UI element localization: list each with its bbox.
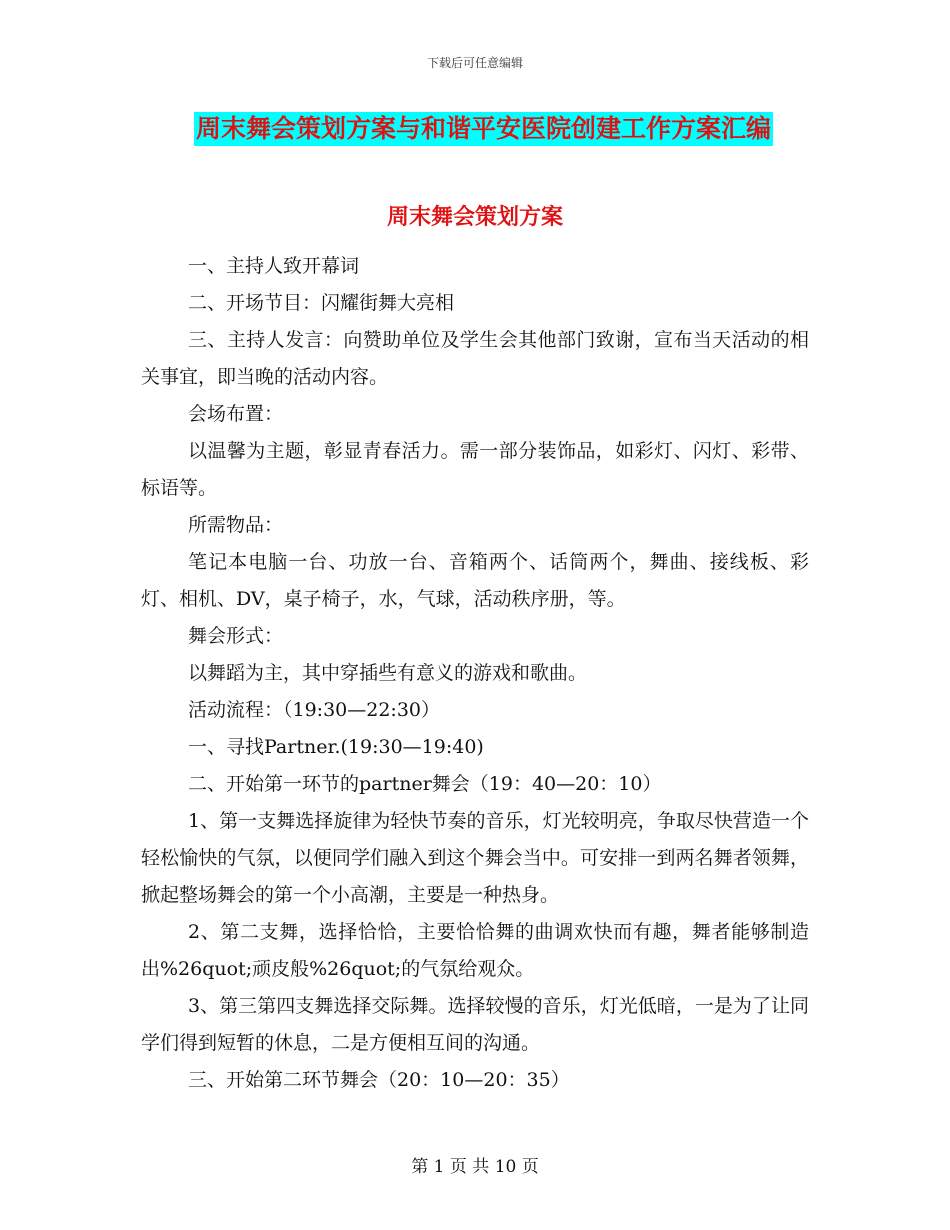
paragraph: 会场布置：	[188, 403, 284, 425]
header-note: 下载后可任意编辑	[426, 56, 523, 70]
paragraph: 1、第一支舞选择旋律为轻快节奏的音乐，灯光较明亮，争取尽快营造一个轻松愉快的气氛，以便同学们融入到这个舞会当中。可安排一到两名舞者领舞，掀起整场舞会的第一个小高潮，主要是一种热身。	[141, 810, 809, 906]
paragraph: 以温馨为主题，彰显青春活力。需一部分装饰品，如彩灯、闪灯、彩带、标语等。	[141, 440, 809, 499]
page-number-footer: 第 1 页 共 10 页	[411, 1157, 539, 1177]
paragraph: 三、开始第二环节舞会（20：10—20：35）	[188, 1069, 570, 1091]
paragraph: 2、第二支舞，选择恰恰，主要恰恰舞的曲调欢快而有趣，舞者能够制造出%26quot;顽皮般%26quot;的气氛给观众。	[141, 921, 809, 980]
document-main-title: 周末舞会策划方案与和谐平安医院创建工作方案汇编	[194, 112, 773, 146]
paragraph: 所需物品：	[188, 514, 284, 536]
section-title: 周末舞会策划方案	[386, 204, 563, 230]
paragraph: 笔记本电脑一台、功放一台、音箱两个、话筒两个，舞曲、接线板、彩灯、相机、DV，桌子椅子，水，气球，活动秩序册，等。	[141, 551, 809, 610]
paragraph: 二、开始第一环节的partner舞会（19：40—20：10）	[188, 773, 662, 795]
document-body	[141, 248, 809, 1099]
paragraph: 3、第三第四支舞选择交际舞。选择较慢的音乐，灯光低暗，一是为了让同学们得到短暂的休息，二是方便相互间的沟通。	[141, 995, 809, 1054]
paragraph: 三、主持人发言：向赞助单位及学生会其他部门致谢，宣布当天活动的相关事宜，即当晚的活动内容。	[141, 329, 809, 388]
paragraph: 一、寻找Partner.(19:30—19:40)	[188, 736, 484, 758]
paragraph: 一、主持人致开幕词	[188, 255, 360, 277]
paragraph: 舞会形式：	[188, 625, 284, 647]
paragraph: 活动流程：（19:30—22:30）	[188, 699, 441, 721]
paragraph: 二、开场节目：闪耀街舞大亮相	[188, 292, 455, 314]
paragraph: 以舞蹈为主，其中穿插些有意义的游戏和歌曲。	[188, 662, 588, 684]
